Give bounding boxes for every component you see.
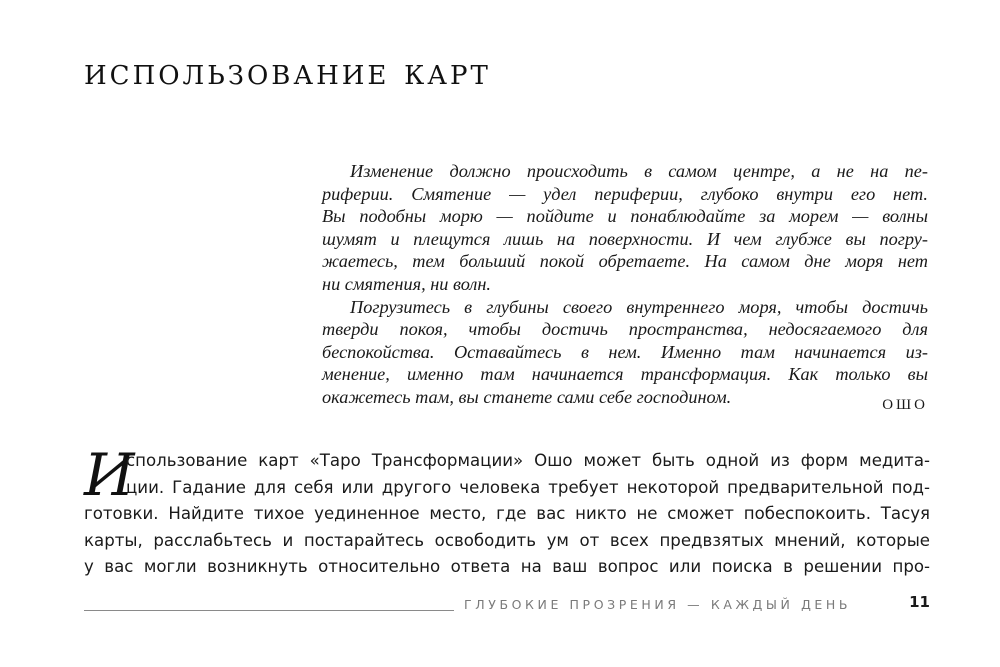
body-line: готовки. Найдите тихое уединенное место, где вас никто не сможет побеспокоить. Тасуя [84, 504, 930, 523]
body-line: спользование карт «Таро Трансформации» Ошо может быть одной из форм медита- [126, 451, 930, 470]
epigraph-paragraph-2 [322, 296, 928, 409]
body-paragraph [84, 441, 930, 581]
epigraph-line: Погрузитесь в глубины своего внутреннего моря, чтобы достичь [350, 296, 928, 317]
body-line: у вас могли возникнуть относительно ответа на ваш вопрос или поиска в решении про- [84, 557, 930, 576]
epigraph-line: Изменение должно происходить в самом центре, а не на пе- [350, 161, 928, 181]
epigraph-quote [322, 160, 928, 409]
running-title: ГЛУБОКИЕ ПРОЗРЕНИЯ — КАЖДЫЙ ДЕНЬ [464, 597, 852, 612]
epigraph-line: тверди покоя, чтобы достичь пространства, недосягаемого для [322, 319, 928, 340]
epigraph-line: шумят и плещутся лишь на поверхности. И чем глубже вы погру- [322, 228, 928, 249]
epigraph-author: ОШО [882, 397, 928, 413]
page-title: использование карт [84, 50, 491, 93]
epigraph-line: жаетесь, тем больший покой обретаете. На самом дне моря нет [322, 251, 928, 272]
page-number: 11 [909, 593, 930, 611]
epigraph-line: менение, именно там начинается трансформация. Как только вы [322, 364, 928, 385]
epigraph-line: Вы подобны морю — пойдите и понаблюдайте за морем — волны [322, 206, 928, 227]
epigraph-paragraph-1 [322, 160, 928, 296]
body-line: карты, расслабьтесь и постарайтесь освободить ум от всех предвзятых мнений, которые [84, 530, 930, 550]
body-line: ции. Гадание для себя или другого человека требует некоторой предварительной под- [126, 477, 930, 497]
epigraph-line: беспокойства. Оставайтесь в нем. Именно там начинается из- [322, 341, 928, 362]
footer-rule [84, 610, 454, 611]
epigraph-line: ни смятения, ни волн. [322, 273, 491, 294]
epigraph-line: окажетесь там, вы станете сами себе господином. [322, 386, 732, 407]
epigraph-line: риферии. Смятение — удел периферии, глубоко внутри его нет. [322, 183, 928, 204]
drop-cap: И [84, 441, 135, 509]
